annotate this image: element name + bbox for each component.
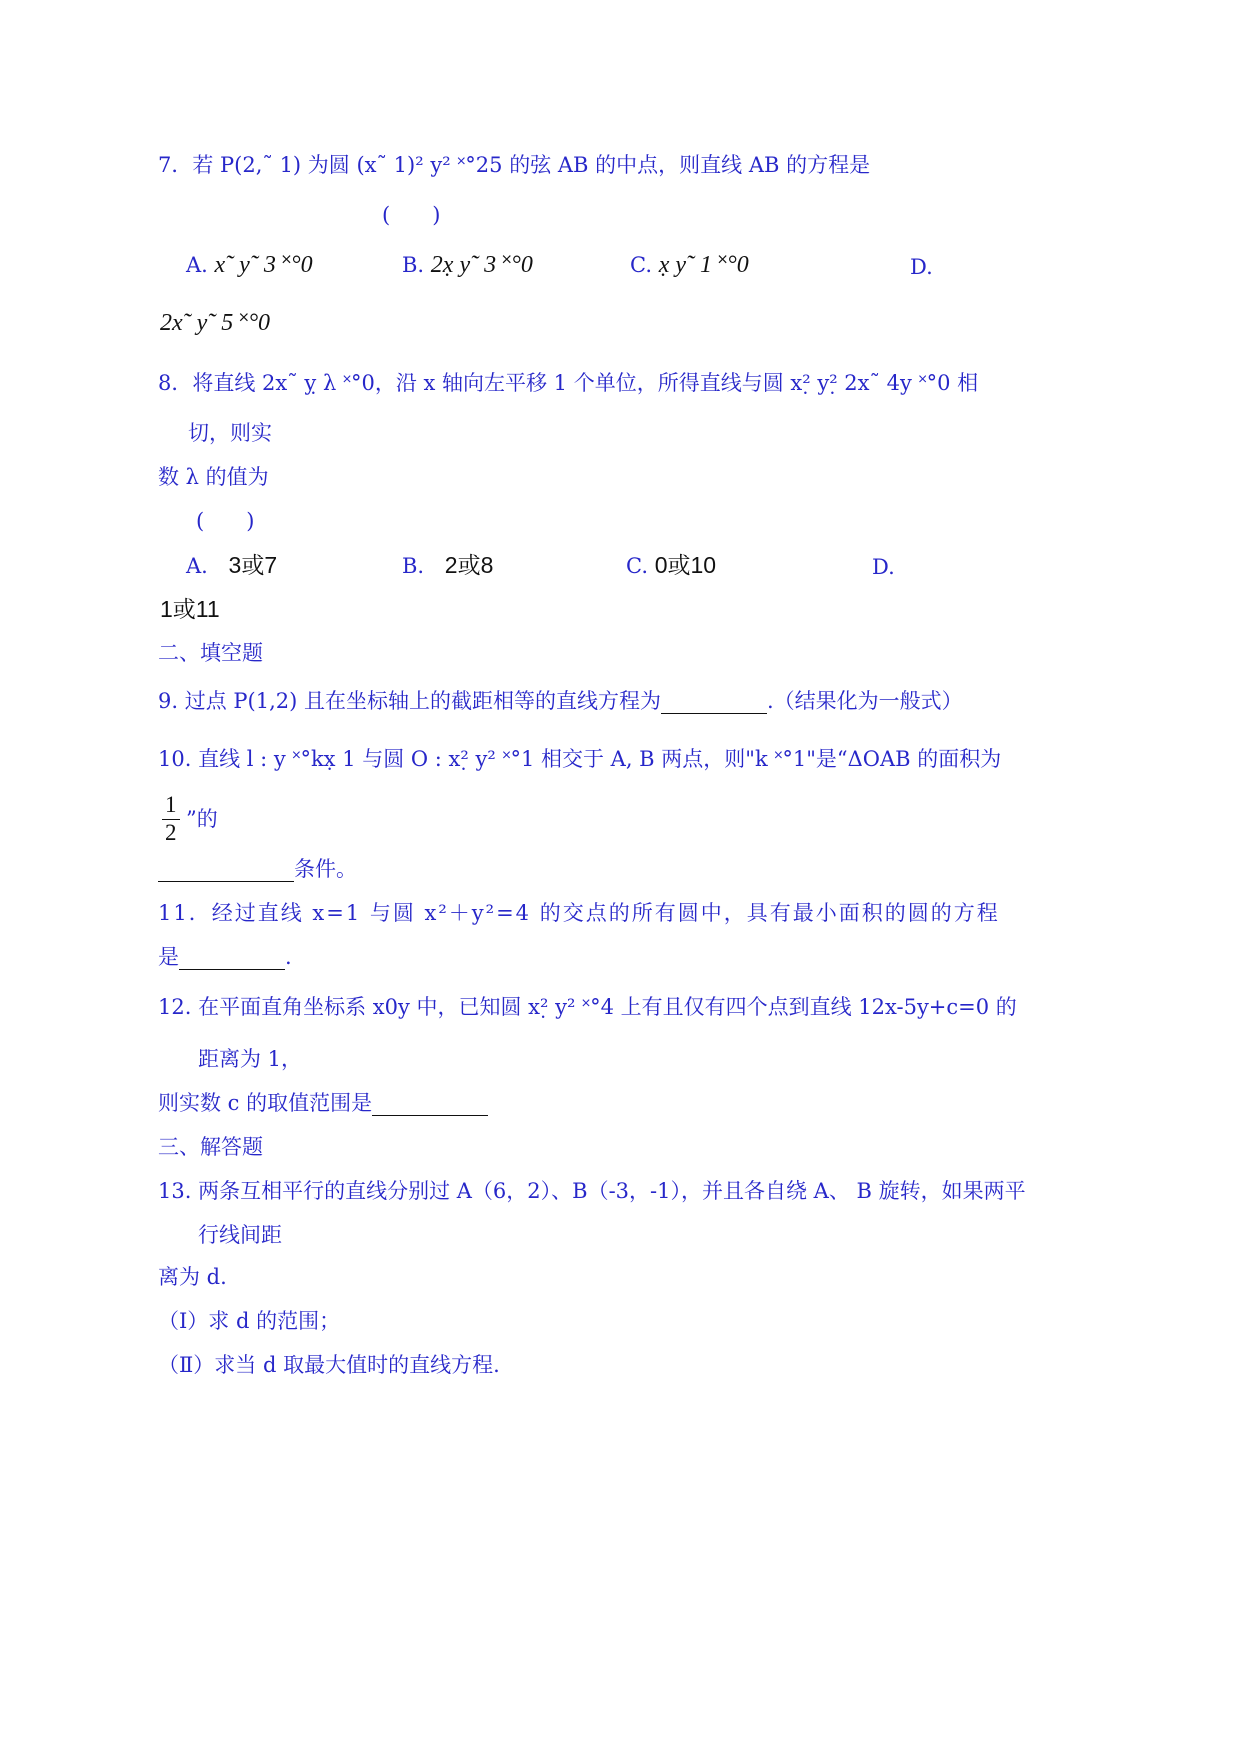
section-answer-heading: 三、解答题 (158, 1135, 263, 1159)
q10-answer-blank[interactable] (158, 859, 294, 882)
q12-answer-blank[interactable] (372, 1093, 488, 1116)
q10-fraction-denominator: 2 (165, 820, 177, 845)
q7-option-c-text: x̣ y˜ 1 ˟°0 (658, 252, 749, 278)
q8-answer-paren: ( ) (196, 509, 255, 533)
q13-part-2: （Ⅱ）求当 d 取最大值时的直线方程. (158, 1353, 500, 1377)
q11-stem-cont-text: 是 (158, 945, 179, 969)
q7-option-a-text: x˜ y˜ 3 ˟°0 (214, 252, 313, 278)
q9 (158, 688, 963, 714)
q8-option-c (626, 552, 716, 579)
q10-condition-text: 条件。 (294, 857, 357, 881)
q9-text: 9. 过点 P(1,2) 且在坐标轴上的截距相等的直线方程为 (158, 689, 661, 713)
q8-stem-cont2: 数 λ 的值为 (158, 465, 269, 489)
q7-option-c (630, 252, 749, 278)
section-fill-in-heading: 二、填空题 (158, 641, 263, 665)
q13-stem-cont2: 离为 d. (158, 1265, 227, 1289)
q8-option-b (402, 552, 493, 579)
q10-condition (158, 856, 357, 882)
q12-stem: 12. 在平面直角坐标系 x0y 中，已知圆 x²̣ y² ˟°4 上有且仅有四个点到直线 12x-5y+c=0 的 (158, 995, 1017, 1019)
q11-end: . (285, 945, 292, 969)
q8-stem: 8．将直线 2x˜ ỵ λ ˟°0，沿 x 轴向左平移 1 个单位，所得直线与圆 x²̣ y²̣ 2x˜ 4y ˟°0 相 (158, 371, 979, 395)
q8-option-d-text: 1或11 (160, 596, 220, 622)
q8-option-a-label: A. (186, 554, 208, 578)
q13-part-1: （Ⅰ）求 d 的范围； (158, 1309, 341, 1333)
q13-stem-cont: 行线间距 (198, 1223, 282, 1247)
q8-option-c-label: C. (626, 554, 648, 578)
q8-stem-cont: 切，则实 (188, 421, 272, 445)
q7-option-c-label: C. (630, 253, 652, 277)
q7-option-a-label: A. (186, 253, 208, 277)
q11-stem: 11．经过直线 x=1 与圆 x²＋y²=4 的交点的所有圆中，具有最小面积的圆的方程 (158, 901, 1000, 925)
q7-answer-paren: ( ) (382, 203, 441, 227)
q13-stem: 13. 两条互相平行的直线分别过 A（6，2）、B（-3，-1），并且各自绕 A、 B 旋转，如果两平 (158, 1179, 1026, 1203)
q10-fraction-numerator: 1 (165, 792, 177, 817)
q10-tail: ”的 (186, 807, 218, 831)
q12-stem-cont2 (158, 1090, 488, 1116)
q8-option-a-text: 3或7 (228, 552, 278, 578)
q7-option-b-label: B. (402, 253, 425, 277)
q8-option-c-text: 0或10 (654, 552, 717, 578)
q8-option-a (186, 552, 277, 579)
q7-option-d-text: 2x˜ y˜ 5 ˟°0 (160, 310, 271, 336)
q7-option-a (186, 252, 313, 278)
q7-option-d-label: D. (910, 255, 933, 279)
q9-text-end: .（结果化为一般式） (766, 689, 963, 713)
q10-stem: 10. 直线 l : y ˟°kx̣ 1 与圆 O : x²̣ y² ˟°1 相交于 A, B 两点，则"k ˟°1"是“ΔOAB 的面积为 (158, 747, 1002, 771)
q12-stem-cont2-text: 则实数 c 的取值范围是 (158, 1091, 373, 1115)
q9-answer-blank[interactable] (661, 691, 767, 714)
q7-stem: 7．若 P(2,˜ 1) 为圆 (x˜ 1)² y² ˟°25 的弦 AB 的中点，则直线 AB 的方程是 (158, 153, 871, 177)
q11-answer-blank[interactable] (179, 947, 285, 970)
q11-stem-cont (158, 944, 292, 970)
q7-option-b-text: 2x̣ y˜ 3 ˟°0 (430, 252, 533, 278)
q8-option-b-text: 2或8 (444, 552, 494, 578)
q7-option-b (402, 252, 533, 278)
q8-option-d-label: D. (872, 555, 895, 579)
q12-stem-cont: 距离为 1， (198, 1047, 303, 1071)
q8-option-b-label: B. (402, 554, 425, 578)
